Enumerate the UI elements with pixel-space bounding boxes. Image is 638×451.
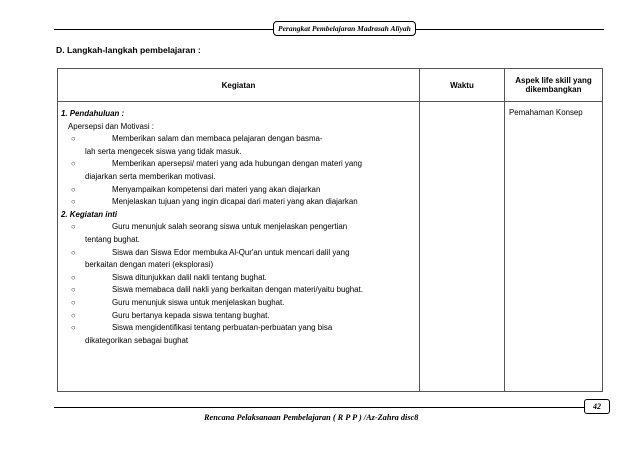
list-item-text: Memberikan apersepsi/ materi yang ada hubungan dengan materi yang [112,159,363,169]
list-item-text: Siswa mengidentifikasi tentang perbuatan-perbuatan yang bisa [112,323,333,333]
table-row [58,102,603,392]
list-item-continuation: dikategorikan sebagai bughat [85,335,189,345]
bullet-icon: ○ [71,285,76,295]
bullet-icon: ○ [71,222,76,232]
bullet-icon: ○ [71,247,76,257]
list-item-text: Menjelaskan tujuan yang ingin dicapai dari materi yang akan diajarkan [112,197,358,207]
section-title: D. Langkah-langkah pembelajaran : [56,45,201,55]
bullet-icon: ○ [71,159,76,169]
list-item [61,158,419,171]
intro-heading: 1. Pendahuluan : [61,109,125,118]
list-item [61,310,419,323]
list-item-text: Guru menunjuk salah seorang siswa untuk menjelaskan pengertian [112,222,348,232]
list-item-text: Siswa dan Siswa Edor membuka Al-Qur'an untuk mencari dalil yang [112,247,350,257]
list-item-continuation: berkaitan dengan materi (eksplorasi) [85,260,214,270]
waktu-cell [420,102,505,392]
aspek-cell [505,102,603,392]
intro-subheading: Apersepsi dan Motivasi : [68,121,154,131]
bullet-icon: ○ [71,197,76,207]
list-item-text: Guru bertanya kepada siswa tentang bughat. [112,310,270,320]
bullet-icon: ○ [71,310,76,320]
bullet-icon: ○ [71,184,76,194]
footer-text: Rencana Pelaksanaan Pembelajaran ( R P P ) /Az-Zahra disc8 [204,413,419,422]
list-item-continuation: lah serta mengecek siswa yang tidak masuk. [85,146,242,156]
column-header-aspek: Aspek life skill yang dikembangkan [505,69,603,102]
bullet-icon: ○ [71,323,76,333]
bullet-icon: ○ [71,297,76,307]
column-header-kegiatan: Kegiatan [58,69,420,102]
list-item-text: Siswa ditunjukkan dalil nakli tentang bughat. [112,272,267,282]
list-item [61,284,419,297]
list-item [61,322,419,335]
list-item [61,221,419,234]
list-item-text: Memberikan salam dan membaca pelajaran dengan basma- [112,134,323,144]
list-item-text: Siswa memabaca dalil nakli yang berkaitan dengan materi/yaitu bughat. [112,285,363,295]
aspek-value: Pemahaman Konsep [509,108,583,117]
kegiatan-cell [58,102,420,392]
footer-rule [54,407,594,408]
lesson-steps-table [57,68,603,392]
list-item [61,247,419,260]
header-title: Perangkat Pembelajaran Madrasah Aliyah [273,21,416,36]
list-item-continuation: tentang bughat. [85,234,140,244]
bullet-icon: ○ [71,272,76,282]
list-item [61,272,419,285]
list-item [61,196,419,209]
list-item-text: Menyampaikan kompetensi dari materi yang akan diajarkan [112,184,321,194]
list-item-text: Guru menunjuk siswa untuk menjelaskan bughat. [112,297,285,307]
list-item [61,297,419,310]
inti-heading: 2. Kegiatan inti [61,209,118,219]
list-item [61,184,419,197]
bullet-icon: ○ [71,134,76,144]
page-number: 42 [584,399,610,414]
list-item-continuation: diajarkan serta memberikan motivasi. [85,171,216,181]
list-item [61,133,419,146]
column-header-waktu: Waktu [420,69,505,102]
table-header-row [58,69,603,102]
